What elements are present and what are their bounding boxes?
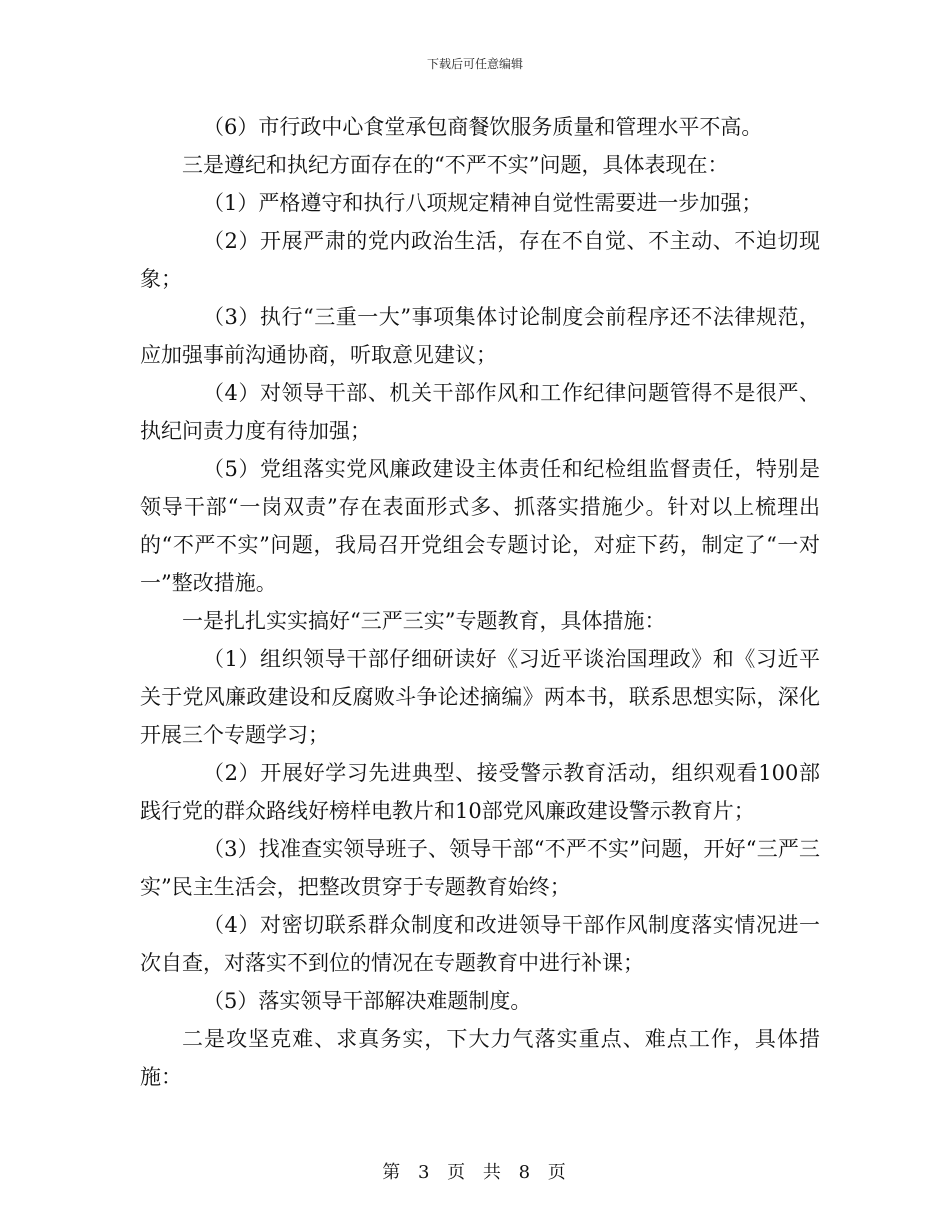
total-pages-number: 8 (518, 1162, 533, 1183)
paragraph: （4）对密切联系群众制度和改进领导干部作风制度落实情况进一次自查，对落实不到位的情况在专题教育中进行补课； (140, 913, 820, 975)
document-body (140, 108, 820, 1096)
paragraph: （4）对领导干部、机关干部作风和工作纪律问题管得不是很严、执纪问责力度有待加强； (140, 381, 820, 443)
page-unit-label: 页 (447, 1162, 468, 1183)
current-page-number: 3 (417, 1162, 432, 1183)
page-unit-label-2: 页 (547, 1162, 568, 1183)
page-label: 第 (382, 1162, 403, 1183)
total-label: 共 (482, 1162, 503, 1183)
paragraph: （2）开展严肃的党内政治生活，存在不自觉、不主动、不迫切现象； (140, 229, 820, 291)
paragraph: （5）落实领导干部解决难题制度。 (203, 989, 532, 1013)
paragraph: 一是扎扎实实搞好“三严三实”专题教育，具体措施： (182, 609, 666, 633)
paragraph: （1）组织领导干部仔细研读好《习近平谈治国理政》和《习近平关于党风廉政建设和反腐败斗争论述摘编》两本书，联系思想实际，深化开展三个专题学习； (140, 647, 820, 747)
paragraph: 二是攻坚克难、求真务实，下大力气落实重点、难点工作，具体措施： (140, 1027, 820, 1089)
page-header: 下载后可任意编辑 (426, 57, 523, 71)
paragraph: （1）严格遵守和执行八项规定精神自觉性需要进一步加强； (203, 191, 763, 215)
paragraph: 三是遵纪和执纪方面存在的“不严不实”问题，具体表现在： (182, 153, 729, 177)
paragraph: （6）市行政中心食堂承包商餐饮服务质量和管理水平不高。 (203, 115, 763, 139)
paragraph: （2）开展好学习先进典型、接受警示教育活动，组织观看100部践行党的群众路线好榜样电教片和10部党风廉政建设警示教育片； (140, 761, 820, 823)
paragraph: （3）执行“三重一大”事项集体讨论制度会前程序还不法律规范，应加强事前沟通协商，听取意见建议； (140, 305, 820, 367)
page-footer (0, 1158, 950, 1184)
paragraph: （5）党组落实党风廉政建设主体责任和纪检组监督责任，特别是领导干部“一岗双责”存在表面形式多、抓落实措施少。针对以上梳理出的“不严不实”问题，我局召开党组会专题讨论，对症下药，制定了“一对一”整改措施。 (140, 457, 820, 595)
paragraph: （3）找准查实领导班子、领导干部“不严不实”问题，开好“三严三实”民主生活会，把整改贯穿于专题教育始终； (140, 837, 820, 899)
